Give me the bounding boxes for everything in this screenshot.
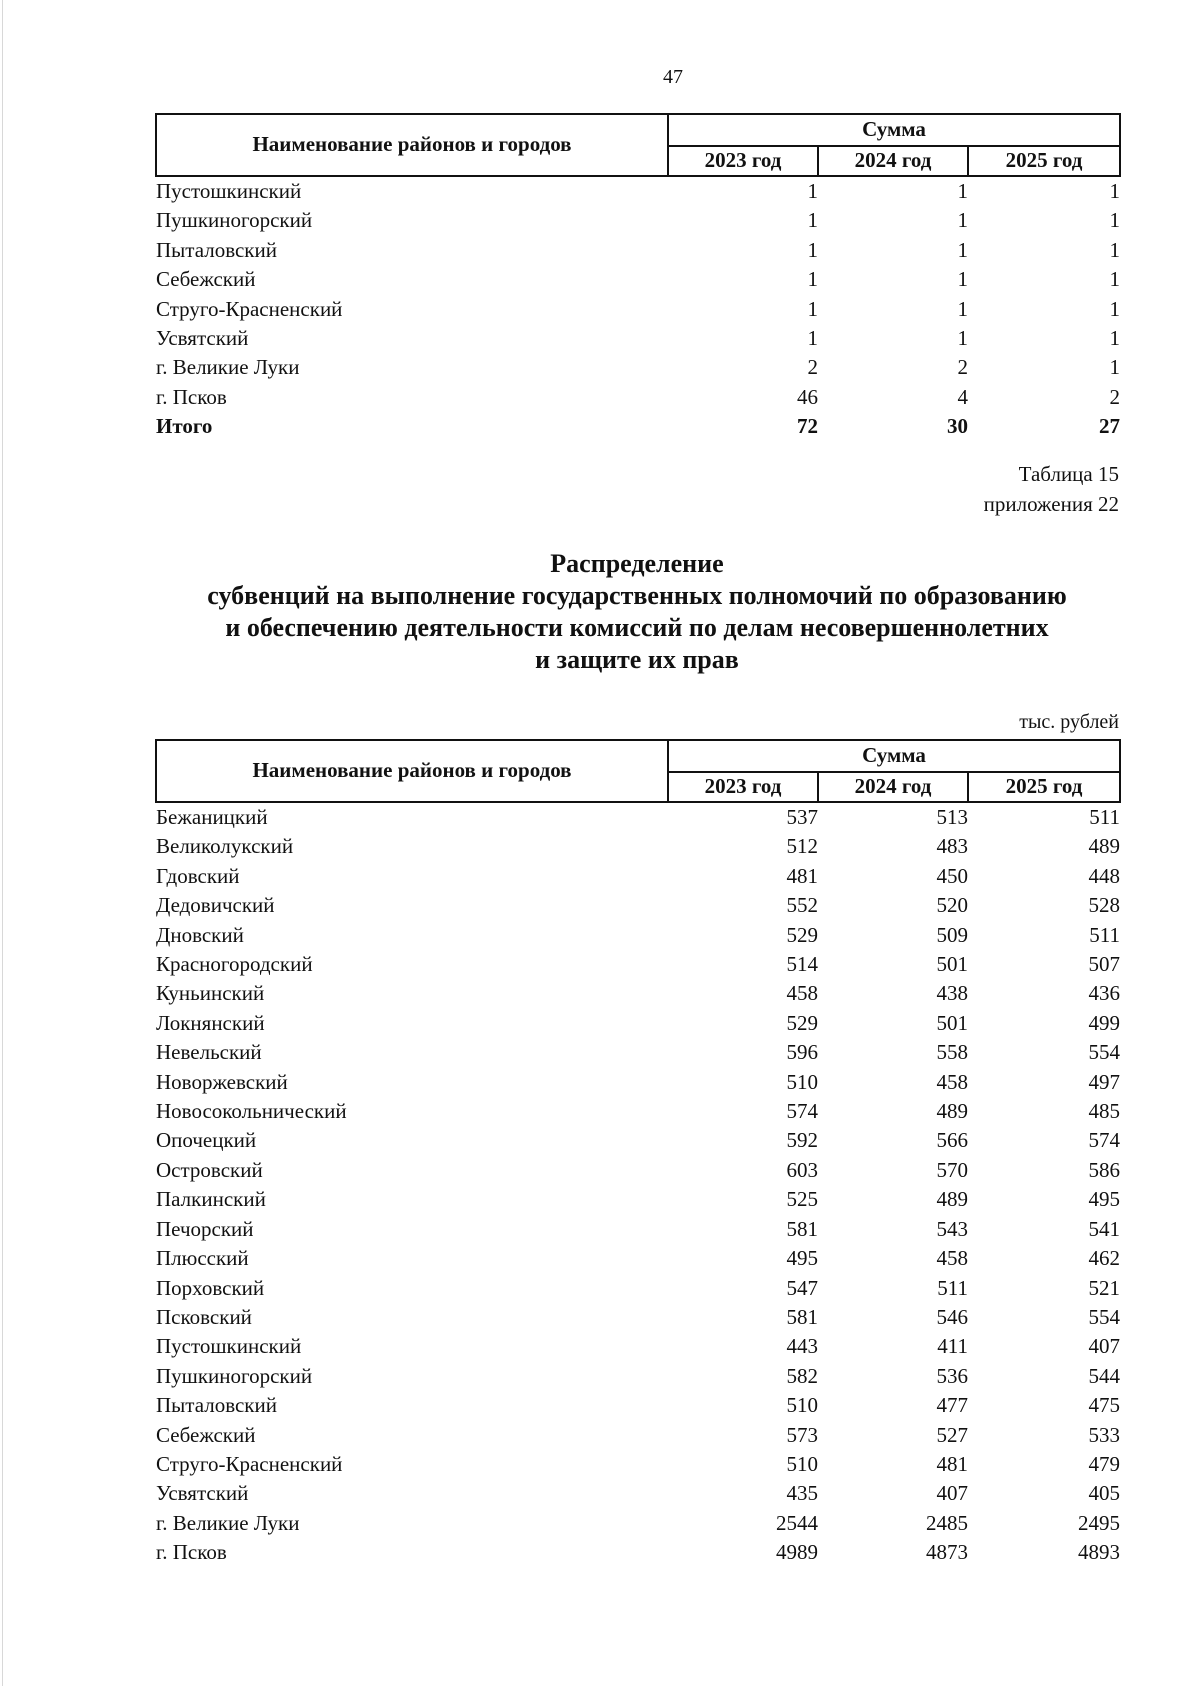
table-row <box>156 324 1120 353</box>
district-name: г. Великие Луки <box>156 355 300 380</box>
value-2023: 46 <box>797 384 818 409</box>
title-line: и обеспечению деятельности комиссий по делам несовершеннолетних <box>225 613 1049 642</box>
column-header-2025: 2025 год <box>968 772 1120 802</box>
table-row <box>156 1274 1120 1303</box>
table-row <box>156 1421 1120 1450</box>
table-header <box>156 114 1120 176</box>
value-2023: 537 <box>786 805 818 829</box>
value-2025: 4893 <box>1078 1540 1121 1565</box>
district-name: г. Великие Луки <box>156 1510 300 1535</box>
district-name: Великолукский <box>156 834 294 859</box>
district-name: Пустошкинский <box>156 179 302 203</box>
value-2025: 1 <box>1109 355 1121 380</box>
value-2023: 4989 <box>776 1540 818 1565</box>
district-name: Пыталовский <box>156 1393 277 1418</box>
value-2023: 552 <box>786 893 818 918</box>
total-2024: 30 <box>947 414 968 439</box>
value-2024: 566 <box>936 1128 968 1153</box>
table-row <box>156 1185 1120 1214</box>
district-name: Островский <box>156 1157 263 1182</box>
table-row <box>156 891 1120 920</box>
total-row <box>156 412 1120 441</box>
value-2023: 1 <box>807 296 818 321</box>
value-2023: 1 <box>807 237 818 262</box>
district-table-continued <box>155 113 1121 442</box>
value-2023: 525 <box>786 1187 818 1212</box>
value-2024: 513 <box>936 805 968 829</box>
column-header-2023: 2023 год <box>668 146 818 176</box>
value-2025: 521 <box>1088 1275 1121 1300</box>
table-row <box>156 1479 1120 1508</box>
value-2023: 603 <box>786 1157 818 1182</box>
value-2025: 485 <box>1088 1099 1121 1124</box>
value-2024: 511 <box>937 1275 968 1300</box>
value-2025: 1 <box>1109 326 1121 351</box>
scan-edge-line <box>2 0 3 1686</box>
table-row <box>156 176 1120 206</box>
value-2024: 2 <box>957 355 968 380</box>
value-2025: 586 <box>1088 1157 1121 1182</box>
table-row <box>156 1332 1120 1361</box>
value-2024: 543 <box>936 1216 968 1241</box>
column-header-name: Наименование районов и городов <box>156 740 668 802</box>
value-2023: 510 <box>786 1451 818 1476</box>
value-2025: 541 <box>1088 1216 1121 1241</box>
district-name: Палкинский <box>156 1187 266 1212</box>
value-2024: 1 <box>957 237 968 262</box>
table-row <box>156 1303 1120 1332</box>
district-name: Локнянский <box>156 1010 265 1035</box>
district-name: Опочецкий <box>156 1128 257 1153</box>
value-2023: 458 <box>786 981 818 1006</box>
table-row <box>156 979 1120 1008</box>
table-row <box>156 1009 1120 1038</box>
value-2024: 489 <box>936 1187 968 1212</box>
district-name: г. Псков <box>156 384 227 409</box>
value-2024: 536 <box>936 1363 968 1388</box>
value-2025: 574 <box>1088 1128 1121 1153</box>
value-2023: 592 <box>786 1128 818 1153</box>
table-header <box>156 740 1120 802</box>
value-2024: 2485 <box>926 1510 968 1535</box>
value-2023: 514 <box>786 952 818 977</box>
table-row <box>156 1509 1120 1538</box>
district-name: Себежский <box>156 1422 256 1447</box>
value-2024: 1 <box>957 326 968 351</box>
value-2024: 509 <box>936 922 968 947</box>
table-row <box>156 1244 1120 1273</box>
value-2025: 405 <box>1088 1481 1121 1506</box>
district-name: Пушкиногорский <box>156 208 313 233</box>
value-2024: 438 <box>936 981 968 1006</box>
value-2025: 1 <box>1109 179 1121 203</box>
value-2023: 435 <box>786 1481 818 1506</box>
value-2025: 436 <box>1088 981 1121 1006</box>
value-2023: 1 <box>807 326 818 351</box>
value-2025: 2495 <box>1078 1510 1121 1535</box>
value-2024: 520 <box>936 893 968 918</box>
value-2023: 1 <box>807 179 818 203</box>
total-2025: 27 <box>1099 414 1121 439</box>
value-2025: 511 <box>1089 922 1121 947</box>
value-2024: 501 <box>936 1010 968 1035</box>
table-caption-number: Таблица 15 <box>1018 462 1119 486</box>
value-2024: 477 <box>936 1393 968 1418</box>
value-2023: 1 <box>807 208 818 233</box>
district-name: Дедовичский <box>156 893 275 918</box>
table-row <box>156 862 1120 891</box>
table-row <box>156 832 1120 861</box>
table-row <box>156 1215 1120 1244</box>
value-2024: 570 <box>936 1157 968 1182</box>
table-row <box>156 1068 1120 1097</box>
district-name: Печорский <box>156 1216 254 1241</box>
value-2025: 475 <box>1088 1393 1121 1418</box>
value-2025: 2 <box>1109 384 1121 409</box>
column-header-2024: 2024 год <box>818 772 968 802</box>
title-line: Распределение <box>550 549 724 578</box>
value-2024: 489 <box>936 1099 968 1124</box>
title-line: и защите их прав <box>535 645 739 674</box>
value-2025: 1 <box>1109 237 1121 262</box>
value-2023: 2 <box>807 355 818 380</box>
value-2025: 407 <box>1088 1334 1121 1359</box>
value-2025: 507 <box>1088 952 1121 977</box>
value-2024: 407 <box>936 1481 968 1506</box>
value-2025: 554 <box>1088 1040 1121 1065</box>
value-2025: 448 <box>1088 863 1121 888</box>
value-2024: 546 <box>936 1304 968 1329</box>
value-2023: 596 <box>786 1040 818 1065</box>
column-header-sum: Сумма <box>668 740 1120 772</box>
value-2024: 501 <box>936 952 968 977</box>
table-row <box>156 265 1120 294</box>
value-2024: 483 <box>936 834 968 859</box>
value-2023: 529 <box>786 922 818 947</box>
page-number: 47 <box>663 66 683 88</box>
value-2025: 511 <box>1089 805 1121 829</box>
district-name: Усвятский <box>156 1481 249 1506</box>
value-2024: 1 <box>957 267 968 292</box>
district-name: Невельский <box>156 1040 262 1065</box>
value-2024: 411 <box>937 1334 968 1359</box>
title-line: субвенций на выполнение государственных полномочий по образованию <box>207 581 1067 610</box>
value-2023: 2544 <box>776 1510 818 1535</box>
table-row <box>156 802 1120 832</box>
value-2025: 497 <box>1088 1069 1121 1094</box>
district-name: Дновский <box>156 922 244 947</box>
value-2025: 528 <box>1088 893 1121 918</box>
table-row <box>156 295 1120 324</box>
district-name: Куньинский <box>156 981 265 1006</box>
value-2024: 481 <box>936 1451 968 1476</box>
value-2023: 1 <box>807 267 818 292</box>
district-name: Новоржевский <box>156 1069 288 1094</box>
table-row <box>156 1538 1120 1567</box>
value-2024: 1 <box>957 296 968 321</box>
value-2025: 499 <box>1088 1010 1121 1035</box>
value-2025: 1 <box>1109 267 1121 292</box>
table-row <box>156 206 1120 235</box>
table-row <box>156 1097 1120 1126</box>
value-2024: 4873 <box>926 1540 968 1565</box>
value-2023: 443 <box>786 1334 818 1359</box>
value-2025: 1 <box>1109 208 1121 233</box>
value-2023: 512 <box>786 834 818 859</box>
value-2023: 582 <box>786 1363 818 1388</box>
value-2025: 544 <box>1088 1363 1121 1388</box>
table-row <box>156 383 1120 412</box>
units-label: тыс. рублей <box>1019 711 1119 733</box>
column-header-2025: 2025 год <box>968 146 1120 176</box>
value-2023: 574 <box>786 1099 818 1124</box>
district-name: Струго-Красненский <box>156 1451 343 1476</box>
district-name: Пустошкинский <box>156 1334 302 1359</box>
value-2024: 558 <box>936 1040 968 1065</box>
district-name: г. Псков <box>156 1540 227 1565</box>
district-name: Себежский <box>156 267 256 292</box>
table-row <box>156 921 1120 950</box>
value-2023: 495 <box>786 1246 818 1271</box>
table-row <box>156 1391 1120 1420</box>
district-name: Гдовский <box>156 863 240 888</box>
value-2025: 479 <box>1088 1451 1121 1476</box>
column-header-name: Наименование районов и городов <box>156 114 668 176</box>
value-2023: 510 <box>786 1393 818 1418</box>
district-name: Плюсский <box>156 1246 249 1271</box>
column-header-2023: 2023 год <box>668 772 818 802</box>
table-body <box>156 176 1120 442</box>
value-2024: 458 <box>936 1069 968 1094</box>
district-name: Усвятский <box>156 326 249 351</box>
value-2024: 450 <box>936 863 968 888</box>
value-2025: 533 <box>1088 1422 1121 1447</box>
value-2024: 1 <box>957 208 968 233</box>
table-row <box>156 1156 1120 1185</box>
district-name: Струго-Красненский <box>156 296 343 321</box>
value-2023: 581 <box>786 1216 818 1241</box>
document-title <box>155 548 1119 676</box>
value-2023: 529 <box>786 1010 818 1035</box>
value-2023: 581 <box>786 1304 818 1329</box>
total-2023: 72 <box>797 414 818 439</box>
district-name: Новосокольнический <box>156 1099 347 1124</box>
district-name: Порховский <box>156 1275 265 1300</box>
table-row <box>156 950 1120 979</box>
value-2024: 4 <box>957 384 968 409</box>
value-2023: 510 <box>786 1069 818 1094</box>
district-name: Пушкиногорский <box>156 1363 313 1388</box>
table-row <box>156 1362 1120 1391</box>
table-row <box>156 236 1120 265</box>
district-name: Красногородский <box>156 952 313 977</box>
total-label: Итого <box>156 414 213 439</box>
table-row <box>156 1126 1120 1155</box>
value-2025: 462 <box>1088 1246 1121 1271</box>
value-2025: 1 <box>1109 296 1121 321</box>
district-name: Пыталовский <box>156 237 277 262</box>
table-row <box>156 1450 1120 1479</box>
table-row <box>156 1038 1120 1067</box>
column-header-sum: Сумма <box>668 114 1120 146</box>
table-body <box>156 802 1120 1568</box>
subvention-distribution-table <box>155 739 1121 1568</box>
value-2023: 573 <box>786 1422 818 1447</box>
value-2024: 458 <box>936 1246 968 1271</box>
table-caption-appendix: приложения 22 <box>983 492 1119 516</box>
district-name: Бежаницкий <box>156 805 268 829</box>
value-2024: 1 <box>957 179 968 203</box>
value-2023: 547 <box>786 1275 818 1300</box>
column-header-2024: 2024 год <box>818 146 968 176</box>
value-2025: 489 <box>1088 834 1121 859</box>
value-2025: 495 <box>1088 1187 1121 1212</box>
value-2023: 481 <box>786 863 818 888</box>
value-2025: 554 <box>1088 1304 1121 1329</box>
value-2024: 527 <box>936 1422 968 1447</box>
table-row <box>156 353 1120 382</box>
district-name: Псковский <box>156 1304 252 1329</box>
